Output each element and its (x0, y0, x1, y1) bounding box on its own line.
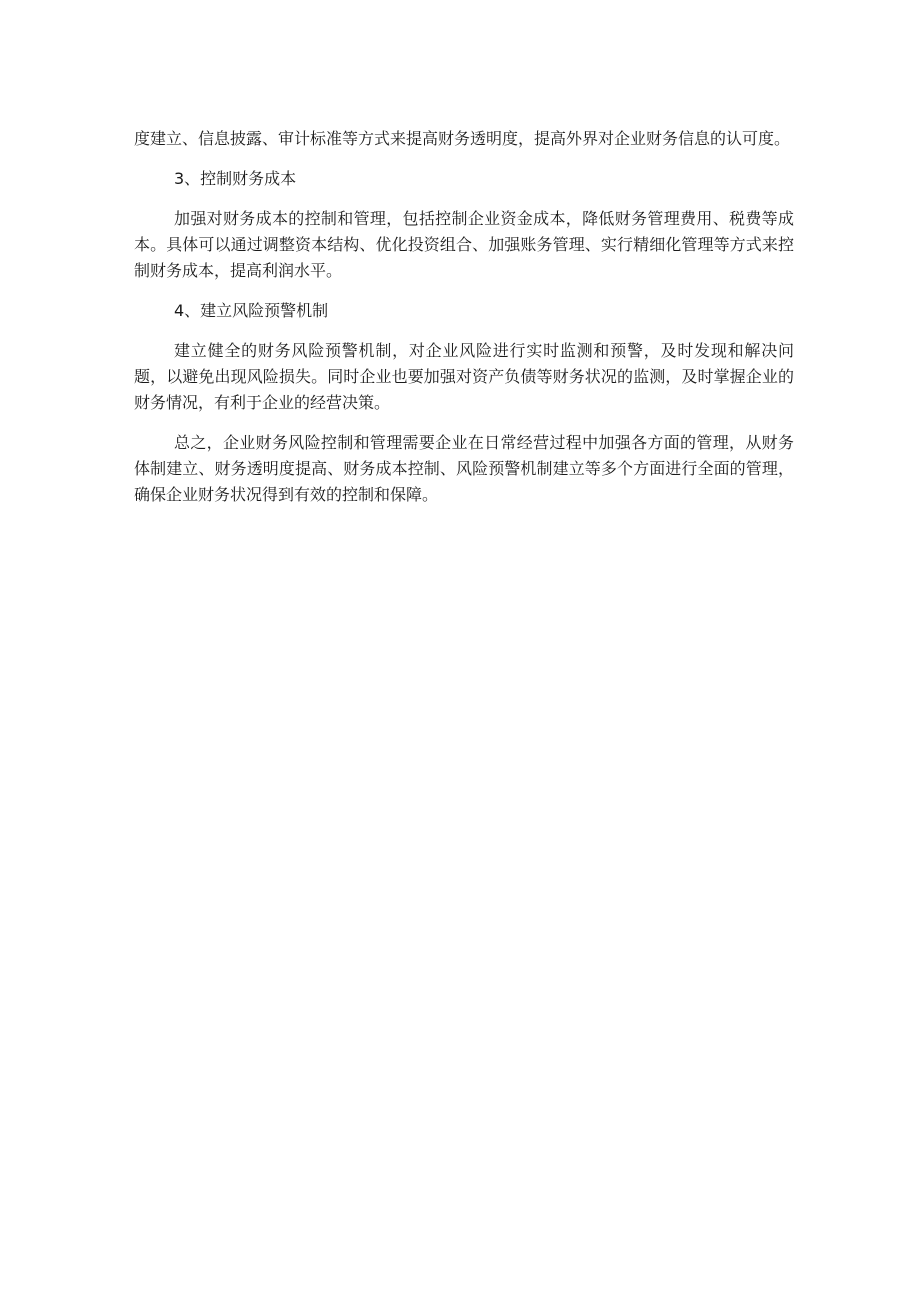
paragraph-conclusion: 总之，企业财务风险控制和管理需要企业在日常经营过程中加强各方面的管理，从财务体制建立、财务透明度提高、财务成本控制、风险预警机制建立等多个方面进行全面的管理，确保企业财务状况得到有效的控制和保障。 (134, 433, 794, 504)
paragraph-control-cost: 加强对财务成本的控制和管理，包括控制企业资金成本，降低财务管理费用、税费等成本。具体可以通过调整资本结构、优化投资组合、加强账务管理、实行精细化管理等方式来控制财务成本，提高利润水平。 (134, 209, 794, 280)
document-page (134, 126, 794, 508)
paragraph-transparency-continued: 度建立、信息披露、审计标准等方式来提高财务透明度，提高外界对企业财务信息的认可度。 (134, 129, 791, 148)
section-heading-control-cost: 3、控制财务成本 (174, 169, 297, 188)
section-heading-risk-warning: 4、建立风险预警机制 (174, 301, 329, 320)
paragraph-risk-warning: 建立健全的财务风险预警机制，对企业风险进行实时监测和预警，及时发现和解决问题，以避免出现风险损失。同时企业也要加强对资产负债等财务状况的监测，及时掌握企业的财务情况，有利于企业的经营决策。 (134, 341, 794, 412)
